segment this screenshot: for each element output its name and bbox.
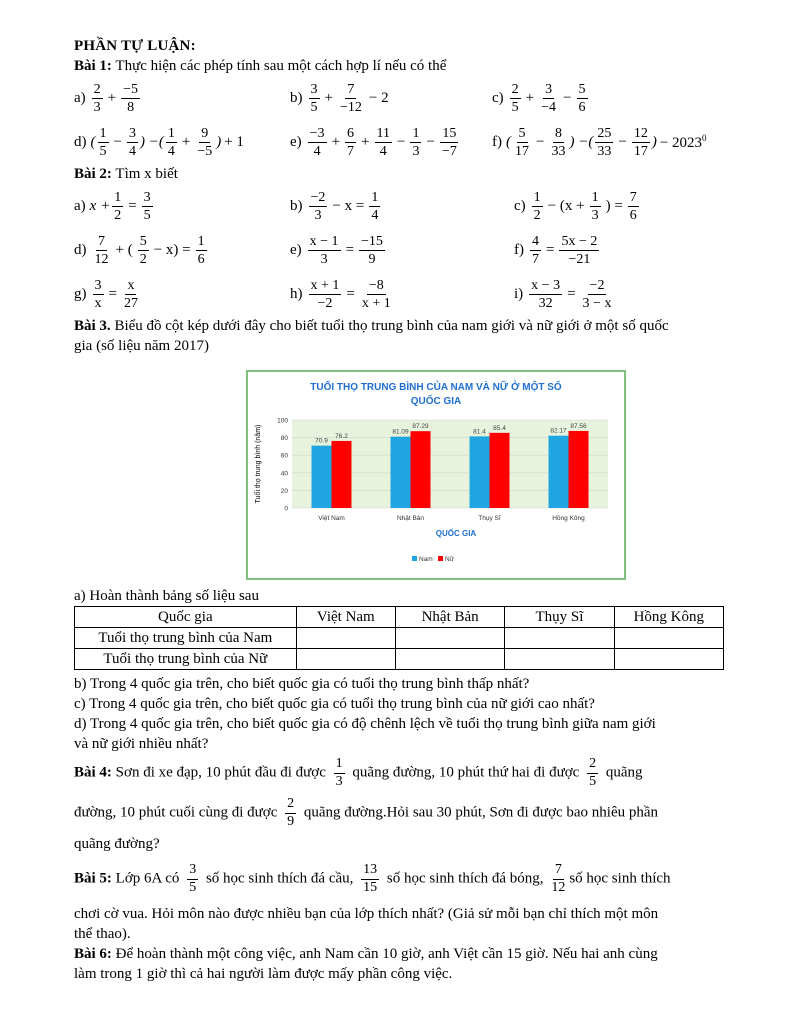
bai1-b: b) $\frac{3}{5}$ + $\frac{7}{-12}$ − 2 — [290, 81, 389, 115]
bar-Nữ-1 — [411, 431, 431, 508]
bar-value-label: 87.29 — [412, 423, 429, 431]
table-intro: a) Hoàn thành bảng số liệu sau — [74, 588, 259, 604]
bar-value-label: 82.17 — [550, 427, 567, 435]
bai4-line-1: Bài 4: Sơn đi xe đạp, 10 phút đầu đi được $\frac{1}{3}$ quãng đường, 10 phút thứ hai đi được $\frac{2}{5}$ quãng — [74, 756, 643, 789]
legend-swatch — [412, 556, 417, 561]
bai3-instruction: Bài 3. Biểu đồ cột kép dưới đây cho biết tuổi thọ trung bình của nam giới và nữ giới ở một số quốc — [74, 318, 669, 334]
y-tick-label: 0 — [284, 505, 288, 513]
table-header-cell: Thụy Sĩ — [505, 607, 614, 628]
bai6-line-1: Bài 6: Để hoàn thành một công việc, anh Nam cần 10 giờ, anh Việt cần 15 giờ. Nếu hai anh cùng — [74, 946, 658, 962]
y-tick-label: 80 — [280, 435, 288, 443]
table-cell[interactable] — [614, 628, 723, 649]
bai5-line-3: thể thao). — [74, 926, 131, 942]
table-header-row — [75, 607, 724, 628]
bai1-f: f) ( $\frac{5}{17}$ − $\frac{8}{33}$ ) −( $\frac{25}{33}$ − $\frac{12}{17}$ ) − $2023^0$ — [492, 125, 707, 159]
bar-value-label: 85.4 — [493, 424, 506, 432]
row-label-nu: Tuổi thọ trung bình của Nữ — [75, 649, 297, 670]
bar-value-label: 87.56 — [570, 422, 587, 430]
y-tick-label: 40 — [280, 470, 288, 478]
bai5-line-2: chơi cờ vua. Hỏi môn nào được nhiều bạn của lớp thích nhất? (Giả sử mỗi bạn chỉ thích một môn — [74, 906, 659, 922]
section-heading: PHẦN TỰ LUẬN: — [74, 38, 196, 54]
bar-Nữ-0 — [332, 441, 352, 508]
chart-y-label: Tuổi thọ trung bình (năm) — [255, 424, 262, 504]
bai3-question-b: b) Trong 4 quốc gia trên, cho biết quốc gia có tuổi thọ trung bình thấp nhất? — [74, 676, 530, 692]
bai2-g: g) $\frac{3}{x}$ = $\frac{x}{27}$ — [74, 277, 138, 311]
bai1-row-2 — [74, 120, 754, 164]
table-header-cell: Việt Nam — [296, 607, 395, 628]
bar-Nam-0 — [312, 446, 332, 508]
chart-svg — [248, 372, 624, 578]
bai1-c: c) $\frac{2}{5}$ + $\frac{3}{-4}$ − $\frac{5}{6}$ — [492, 81, 586, 115]
table-header-cell: Quốc gia — [75, 607, 297, 628]
bar-Nữ-3 — [569, 431, 589, 508]
table-row — [75, 628, 724, 649]
bai2-e: e) $\frac{x - 1}{3}$ = $\frac{-15}{9}$ — [290, 233, 383, 267]
chart-legend — [412, 556, 455, 563]
legend-swatch — [438, 556, 443, 561]
x-tick-label: Việt Nam — [318, 515, 345, 522]
bai2-d: d) $\frac{7}{12}$ + ( $\frac{5}{2}$ − x) = $\frac{1}{6}$ — [74, 233, 205, 267]
bai6-line-2: làm trong 1 giờ thì cả hai người làm được mấy phần công việc. — [74, 966, 453, 982]
bai2-h: h) $\frac{x + 1}{-2}$ = $\frac{-8}{x + 1}$ — [290, 277, 391, 311]
life-expectancy-chart — [246, 370, 626, 580]
table-cell[interactable] — [505, 628, 614, 649]
bar-value-label: 70.9 — [315, 437, 328, 445]
table-header-cell: Hồng Kông — [614, 607, 723, 628]
bai1-d: d) ( $\frac{1}{5}$ − $\frac{3}{4}$ ) −( $\frac{1}{4}$ + $\frac{9}{-5}$ ) + 1 — [74, 125, 244, 159]
bar-Nam-1 — [391, 437, 411, 508]
table-cell[interactable] — [614, 649, 723, 670]
bai1-row-1 — [74, 76, 754, 120]
bai3-question-c: c) Trong 4 quốc gia trên, cho biết quốc gia có tuổi thọ trung bình của nữ giới cao nhất? — [74, 696, 595, 712]
table-cell[interactable] — [505, 649, 614, 670]
bar-value-label: 81.09 — [392, 428, 409, 436]
data-table — [74, 606, 724, 670]
bai2-row-3 — [74, 272, 754, 316]
y-tick-label: 100 — [277, 417, 288, 425]
table-cell[interactable] — [395, 649, 504, 670]
bai1-label: Bài 1: — [74, 58, 112, 74]
bai3-question-d-2: và nữ giới nhiều nhất? — [74, 736, 209, 752]
y-tick-label: 60 — [280, 452, 288, 460]
row-label-nam: Tuổi thọ trung bình của Nam — [75, 628, 297, 649]
bai2-c: c) $\frac{1}{2}$ − (x + $\frac{1}{3}$ ) = $\frac{7}{6}$ — [514, 189, 637, 223]
legend-label: Nam — [419, 556, 433, 563]
x-tick-label: Nhật Bản — [396, 515, 425, 522]
bar-Nam-3 — [549, 436, 569, 508]
legend-label: Nữ — [445, 556, 455, 563]
bai1-e: e) $\frac{-3}{4}$ + $\frac{6}{7}$ + $\frac{11}{4}$ − $\frac{1}{3}$ − $\frac{15}{-7}$ — [290, 125, 457, 159]
bai4-line-3: quãng đường? — [74, 836, 160, 852]
chart-x-label: QUỐC GIA — [435, 529, 477, 538]
bai2-instruction: Bài 2: Tìm x biết — [74, 166, 178, 182]
bai1-a: a) $\frac{2}{3}$ + $\frac{-5}{8}$ — [74, 81, 139, 115]
bai3-instruction-2: gia (số liệu năm 2017) — [74, 338, 209, 354]
bai1-text: Thực hiện các phép tính sau một cách hợp lí nếu có thể — [111, 58, 447, 74]
bai2-b: b) $\frac{-2}{3}$ − x = $\frac{1}{4}$ — [290, 189, 379, 223]
bai2-row-1 — [74, 184, 754, 228]
x-tick-label: Thụy Sĩ — [478, 515, 501, 522]
chart-title-line-1: TUỔI THỌ TRUNG BÌNH CỦA NAM VÀ NỮ Ở MỘT SỐ — [310, 382, 562, 393]
chart-title-line-2: QUỐC GIA — [410, 396, 462, 407]
table-cell[interactable] — [296, 649, 395, 670]
bai5-line-1: Bài 5: Lớp 6A có $\frac{3}{5}$ số học sinh thích đá cầu, $\frac{13}{15}$ số học sinh thích đá bóng, $\frac{7}{12}$ số học sinh thích — [74, 862, 671, 895]
x-tick-label: Hồng Kông — [552, 515, 585, 522]
table-header-cell: Nhật Bản — [395, 607, 504, 628]
table-row — [75, 649, 724, 670]
bar-Nữ-2 — [490, 433, 510, 508]
bai2-f: f) $\frac{4}{7}$ = $\frac{5x - 2}{-21}$ — [514, 233, 598, 267]
bar-value-label: 81.4 — [473, 428, 486, 436]
bar-value-label: 76.2 — [335, 432, 348, 440]
worksheet — [74, 36, 754, 356]
table-cell[interactable] — [395, 628, 504, 649]
bai2-i: i) $\frac{x - 3}{32}$ = $\frac{-2}{3 - x}$ — [514, 277, 612, 311]
table-cell[interactable] — [296, 628, 395, 649]
bai2-row-2 — [74, 228, 754, 272]
bai3-question-d: d) Trong 4 quốc gia trên, cho biết quốc gia có độ chênh lệch về tuổi thọ trung bình giữa nam giới — [74, 716, 656, 732]
bai2-a: a) x + $\frac{1}{2}$ = $\frac{3}{5}$ — [74, 189, 151, 223]
y-tick-label: 20 — [280, 487, 288, 495]
bai4-line-2: đường, 10 phút cuối cùng đi được $\frac{2}{9}$ quãng đường.Hỏi sau 30 phút, Sơn đi được bao nhiêu phần — [74, 796, 659, 829]
bar-Nam-2 — [470, 436, 490, 508]
bai1-instruction — [74, 56, 754, 76]
